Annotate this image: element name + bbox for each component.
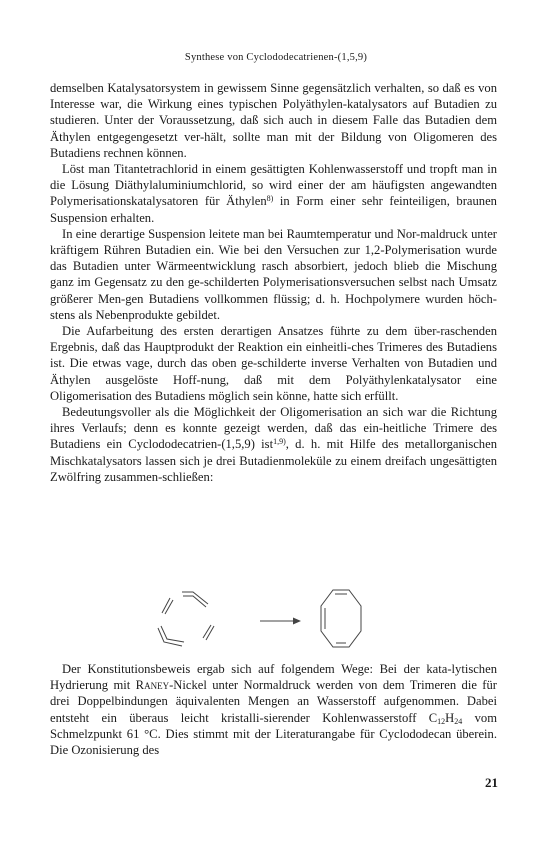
paragraph-text: Der Konstitutionsbeweis ergab sich auf folgendem Wege: Bei der kata-lytischen Hydrierung mit <box>50 662 497 693</box>
paragraph: demselben Katalysatorsystem in gewissem Sinne gegensätzlich verhalten, so daß es von Interesse war, die Wirkung eines typischen Polyäthylen-katalysators auf Butadien zu studieren. Unter der Voraussetzung, daß sich auch in diesem Falle das Butadien dem Äthylen entgegengesetzt ver-hält, sollte man mit der Bildung von Oligomeren des Butadiens rechnen können. <box>50 81 497 160</box>
paragraph-text: , d. h. mit Hilfe des metallorganischen Mischkatalysators lassen sich je drei Butadienmoleküle zu einem dreifach ungesättigten Zwölfring zusammen-schließen: <box>50 437 497 484</box>
paragraph: In eine derartige Suspension leitete man bei Raumtemperatur und Nor-maldruck unter kräftigem Rühren Butadien ein. Wie bei den Versuchen zur 1,2-Polymerisation wurde das Butadien unter Wärmeentwicklung rasch absorbiert, jedoch blieb die Mischung ganz im Gegensatz zu den ge-schilderten Polymerisationsversuchen selbst nach Umsatz größerer Men-gen Butadiens vollkommen flüssig; d. h. Hochpolymere wurden höch-stens als Nebenprodukte gebildet. <box>50 226 497 322</box>
footnote-reference: 1,9) <box>273 437 286 447</box>
butadiene-trimer-structure <box>158 592 214 646</box>
paragraph <box>50 661 497 758</box>
reaction-scheme <box>50 580 497 660</box>
paragraph-text: vom Schmelzpunkt 61 °C. Dies stimmt mit der Literaturangabe für Cyclododecan überein. Die Ozonisierung des <box>50 710 497 758</box>
cyclododecatriene-structure <box>321 590 361 647</box>
paragraph-text: Löst man Titantetrachlorid in einem gesättigten Kohlenwasserstoff und tropft man in die Lösung Diäthylaluminiumchlorid, so wird einer der am häufigsten angewandten Polymerisationskatalysatoren für Äthylen <box>50 162 497 209</box>
paragraph-text: Bedeutungsvoller als die Möglichkeit der Oligomerisation an sich war die Richtung ihres Verlaufs; denn es konnte gezeigt werden, daß das ein-heitliche Trimere des Butadiens ein Cyclododecatrien-(1,5,9) ist <box>50 405 497 452</box>
body-text-lower <box>50 661 497 758</box>
paragraph: Die Aufarbeitung des ersten derartigen Ansatzes führte zu dem über-raschenden Ergebnis, daß das Hauptprodukt der Reaktion ein einheitli-ches Trimeres des Butadiens ist. Die etwas vage, durch das oben ge-schilderte inverse Verhalten von Butadien und Äthylen ausgelöste Hoff-nung, daß mit dem Polyäthylenkatalysator eine Oligomerisation des Butadiens möglich sein könne, hatte sich erfüllt. <box>50 324 497 403</box>
reaction-scheme-graphic <box>50 580 497 660</box>
footnote-reference: 8) <box>266 194 274 204</box>
body-text-upper <box>50 80 497 485</box>
paragraph-text: in Form einer sehr feinteiligen, braunen Suspension erhalten. <box>50 194 497 225</box>
paragraph <box>50 404 497 485</box>
page-number: 21 <box>485 775 498 790</box>
paragraph-text: -Nickel unter Normaldruck werden von dem Trimeren die für drei Doppelbindungen äquivalenten Mengen an Wasserstoff aufgenommen. Dabei entsteht ein überaus leicht kristalli-sierender Kohlenwasserstoff <box>50 678 497 725</box>
person-name: Raney <box>135 678 170 693</box>
chemical-formula: $C_{12}H_{24}$ <box>428 710 463 726</box>
reaction-arrow <box>260 618 301 625</box>
paragraph <box>50 161 497 226</box>
running-head: Synthese von Cyclododecatrienen-(1,5,9) <box>184 52 368 63</box>
